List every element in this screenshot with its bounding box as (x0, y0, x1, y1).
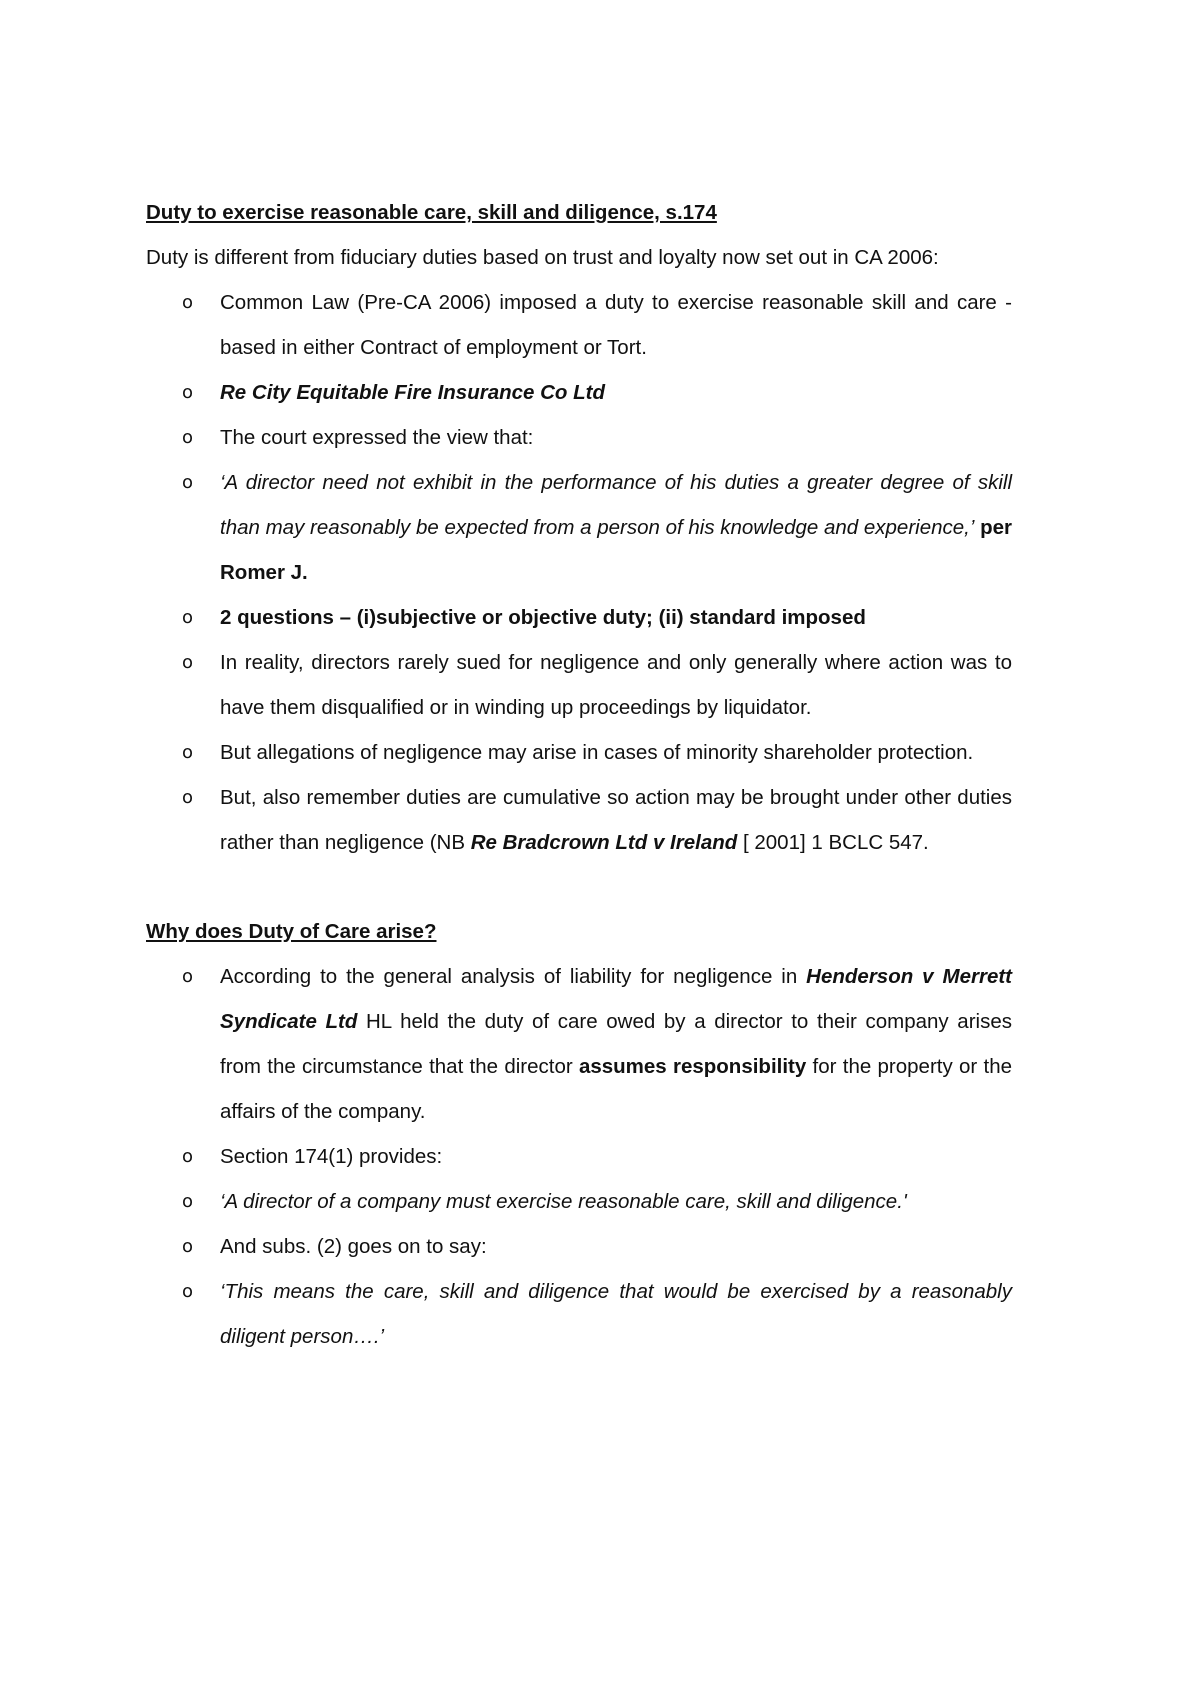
list-item (146, 730, 1012, 775)
list-item-text: 2 questions – (i)subjective or objective duty; (ii) standard imposed (220, 606, 866, 629)
list-item (146, 280, 1012, 370)
document-body (146, 190, 1012, 1359)
emphasis-text: assumes responsibility (578, 1055, 807, 1078)
quote-text: ‘A director need not exhibit in the performance of his duties a greater degree of skill than may reasonably be expected from a person of his knowledge and experience,’ (220, 471, 1012, 539)
list-item (146, 1224, 1012, 1269)
list-item (146, 415, 1012, 460)
list-item (146, 1134, 1012, 1179)
bullet-marker: o (182, 472, 194, 493)
list-item-text: Common Law (Pre-CA 2006) imposed a duty to exercise reasonable skill and care - based in either Contract of employment or Tort. (220, 291, 1012, 359)
intro-paragraph: Duty is different from fiduciary duties based on trust and loyalty now set out in CA 2006: (146, 246, 939, 269)
bullet-list-section2 (146, 954, 1012, 1359)
bullet-marker: o (182, 1236, 194, 1257)
list-item (146, 1269, 1012, 1359)
bullet-marker: o (182, 966, 194, 987)
section-heading-duty-of-care: Duty to exercise reasonable care, skill and diligence, s.174 (146, 201, 717, 224)
bullet-list-section1 (146, 280, 1012, 865)
section-heading-why-duty-arises: Why does Duty of Care arise? (146, 920, 437, 943)
case-name: Henderson v Merrett Syndicate Ltd (220, 965, 1012, 1033)
section-spacer (146, 865, 1012, 909)
bullet-marker: o (182, 1146, 194, 1167)
list-item-text: HL held the duty of care owed by a director to their company arises from the circumstance that the director (220, 1010, 1012, 1078)
list-item-text: According to the general analysis of liability for negligence in (220, 965, 798, 988)
list-item-text: In reality, directors rarely sued for negligence and only generally where action was to have them disqualified or in winding up proceedings by liquidator. (220, 651, 1012, 719)
list-item-text: And subs. (2) goes on to say: (220, 1235, 487, 1258)
bullet-marker: o (182, 1281, 194, 1302)
list-item (146, 775, 1012, 865)
quote-text: ‘A director of a company must exercise reasonable care, skill and diligence.' (220, 1190, 907, 1213)
list-item (146, 954, 1012, 1134)
list-item-text: But allegations of negligence may arise in cases of minority shareholder protection. (220, 741, 974, 764)
quote-text: ‘This means the care, skill and diligence that would be exercised by a reasonably diligent person….’ (220, 1280, 1012, 1348)
case-name: Re City Equitable Fire Insurance Co Ltd (220, 381, 606, 404)
list-item-text: But, also remember duties are cumulative so action may be brought under other duties rather than negligence (NB (220, 786, 1012, 854)
bullet-marker: o (182, 607, 194, 628)
bullet-marker: o (182, 1191, 194, 1212)
bullet-marker: o (182, 742, 194, 763)
citation-text: [ 2001] 1 BCLC 547. (742, 831, 929, 854)
bullet-marker: o (182, 382, 194, 403)
list-item-text: The court expressed the view that: (220, 426, 534, 449)
list-item (146, 370, 1012, 415)
bullet-marker: o (182, 652, 194, 673)
quote-attribution: per Romer J. (220, 516, 1013, 584)
bullet-marker: o (182, 787, 194, 808)
list-item-text: Section 174(1) provides: (220, 1145, 443, 1168)
list-item (146, 1179, 1012, 1224)
list-item (146, 460, 1012, 595)
list-item (146, 640, 1012, 730)
list-item-text: for the property or the affairs of the company. (220, 1055, 1012, 1123)
bullet-marker: o (182, 292, 194, 313)
case-name: Re Bradcrown Ltd v Ireland (470, 831, 738, 854)
list-item (146, 595, 1012, 640)
bullet-marker: o (182, 427, 194, 448)
